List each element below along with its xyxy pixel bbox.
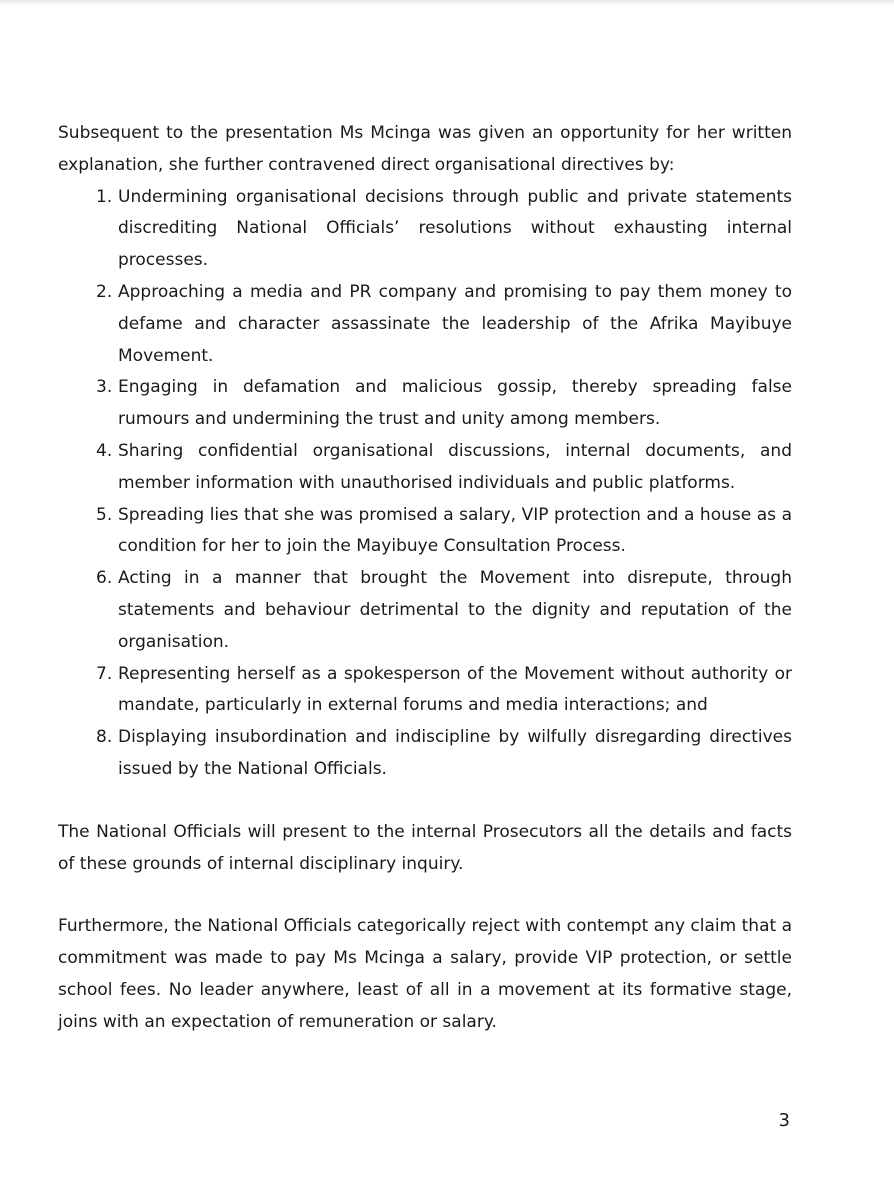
list-item — [96, 563, 792, 658]
list-item-text: Spreading lies that she was promised a salary, VIP protection and a house as a condition for her to join the Mayibuye Consultation Process. — [118, 504, 792, 557]
page-number: 3 — [778, 1110, 790, 1131]
list-item-number: 3. — [96, 377, 113, 398]
list-item — [96, 277, 792, 372]
list-item-text: Engaging in defamation and malicious gossip, thereby spreading false rumours and undermining the trust and unity among members. — [118, 377, 792, 430]
list-item — [96, 372, 792, 436]
document-body — [58, 118, 792, 1039]
list-item-number: 7. — [96, 663, 113, 684]
list-item — [96, 500, 792, 564]
list-item-number: 5. — [96, 504, 113, 525]
inquiry-paragraph: The National Officials will present to the internal Prosecutors all the details and facts of these grounds of internal disciplinary inquiry. — [58, 821, 792, 874]
list-item-text: Approaching a media and PR company and promising to pay them money to defame and character assassinate the leadership of the Afrika Mayibuye Movement. — [118, 281, 792, 366]
list-item-text: Representing herself as a spokesperson of the Movement without authority or mandate, particularly in external forums and media interactions; and — [118, 663, 792, 716]
list-item-text: Undermining organisational decisions through public and private statements discrediting National Officials’ resolutions without exhausting internal processes. — [118, 186, 792, 271]
list-item-text: Acting in a manner that brought the Movement into disrepute, through statements and behaviour detrimental to the dignity and reputation of the organisation. — [118, 568, 792, 652]
rejection-paragraph: Furthermore, the National Officials categorically reject with contempt any claim that a commitment was made to pay Ms Mcinga a salary, provide VIP protection, or settle school fees. No leader anywhere, least of all in a movement at its formative stage, joins with an expectation of remuneration or salary. — [58, 916, 792, 1032]
intro-paragraph: Subsequent to the presentation Ms Mcinga was given an opportunity for her written explanation, she further contravened direct organisational directives by: — [58, 123, 792, 175]
list-item-number: 2. — [96, 281, 113, 302]
list-item-number: 1. — [96, 186, 113, 207]
list-item-text: Sharing confidential organisational discussions, internal documents, and member information with unauthorised individuals and public platforms. — [118, 440, 792, 493]
list-item-number: 8. — [96, 727, 113, 748]
list-item-text: Displaying insubordination and indiscipline by wilfully disregarding directives issued by the National Officials. — [118, 727, 792, 779]
list-item — [96, 436, 792, 500]
page-top-edge — [0, 0, 894, 6]
list-item-number: 4. — [96, 440, 113, 461]
list-item — [96, 659, 792, 723]
list-item-number: 6. — [96, 568, 113, 589]
directives-list — [58, 182, 792, 786]
list-item — [96, 182, 792, 277]
list-item — [96, 722, 792, 786]
